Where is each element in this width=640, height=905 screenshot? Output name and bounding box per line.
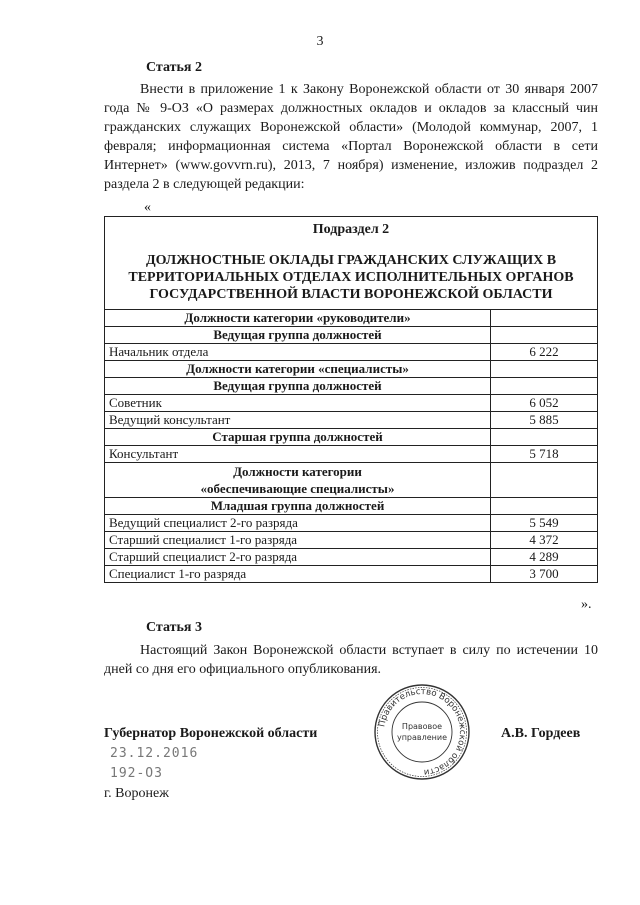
group-label: Ведущая группа должностей bbox=[105, 378, 491, 395]
table-row bbox=[105, 566, 598, 583]
position-name: Начальник отдела bbox=[105, 344, 491, 361]
category-label-line2: «обеспечивающие специалисты» bbox=[200, 481, 395, 496]
table-row bbox=[105, 515, 598, 532]
salary-value: 5 549 bbox=[491, 515, 598, 532]
salary-table bbox=[104, 216, 598, 583]
category-label: Должности категории «специалисты» bbox=[105, 361, 491, 378]
city: г. Воронеж bbox=[104, 786, 169, 801]
group-row bbox=[105, 498, 598, 515]
position-name: Советник bbox=[105, 395, 491, 412]
salary-value: 4 289 bbox=[491, 549, 598, 566]
table-row bbox=[105, 344, 598, 361]
salary-value: 5 885 bbox=[491, 412, 598, 429]
svg-text:Правительство Воронежской обла bbox=[377, 687, 467, 777]
group-row bbox=[105, 378, 598, 395]
position-name: Ведущий специалист 2-го разряда bbox=[105, 515, 491, 532]
seal-ring-text: Правительство Воронежской области bbox=[377, 686, 468, 778]
position-name: Специалист 1-го разряда bbox=[105, 566, 491, 583]
group-label: Ведущая группа должностей bbox=[105, 327, 491, 344]
position-name: Консультант bbox=[105, 446, 491, 463]
table-row bbox=[105, 532, 598, 549]
salary-value: 6 052 bbox=[491, 395, 598, 412]
position-name: Старший специалист 2-го разряда bbox=[105, 549, 491, 566]
group-label: Младшая группа должностей bbox=[105, 498, 491, 515]
position-name: Ведущий консультант bbox=[105, 412, 491, 429]
salary-value: 3 700 bbox=[491, 566, 598, 583]
page-number: 3 bbox=[316, 34, 324, 49]
governor-name: А.В. Гордеев bbox=[501, 726, 581, 741]
group-row bbox=[105, 327, 598, 344]
category-label bbox=[105, 463, 491, 498]
category-row bbox=[105, 310, 598, 327]
table-row bbox=[105, 446, 598, 463]
table-title: ДОЛЖНОСТНЫЕ ОКЛАДЫ ГРАЖДАНСКИХ СЛУЖАЩИХ В ТЕРРИТОРИАЛЬНЫХ ОТДЕЛАХ ИСПОЛНИТЕЛЬНЫХ ОРГАНОВ ГОСУДАРСТВЕННОЙ ВЛАСТИ ВОРОНЕЖСКОЙ ОБЛАСТИ bbox=[128, 253, 574, 302]
group-row bbox=[105, 429, 598, 446]
category-row bbox=[105, 361, 598, 378]
subsection-label: Подраздел 2 bbox=[312, 222, 390, 237]
table-row bbox=[105, 395, 598, 412]
category-row bbox=[105, 463, 598, 498]
article-3-text: Настоящий Закон Воронежской области вступает в силу по истечении 10 дней со дня его официального опубликования. bbox=[104, 643, 598, 677]
salary-value: 4 372 bbox=[491, 532, 598, 549]
seal-center-line2: управление bbox=[396, 733, 448, 742]
article-3-heading: Статья 3 bbox=[146, 620, 202, 635]
salary-value: 6 222 bbox=[491, 344, 598, 361]
article-2-heading: Статья 2 bbox=[146, 60, 202, 75]
category-label: Должности категории «руководители» bbox=[105, 310, 491, 327]
law-date: 23.12.2016 bbox=[110, 746, 199, 761]
quote-close: ». bbox=[581, 597, 592, 612]
category-label-line1: Должности категории bbox=[233, 464, 362, 479]
salary-value: 5 718 bbox=[491, 446, 598, 463]
table-row bbox=[105, 549, 598, 566]
seal-center-line1: Правовое bbox=[401, 722, 443, 731]
table-row bbox=[105, 412, 598, 429]
law-number: 192-ОЗ bbox=[110, 766, 163, 781]
position-name: Старший специалист 1-го разряда bbox=[105, 532, 491, 549]
table-title-cell bbox=[105, 217, 598, 310]
group-label: Старшая группа должностей bbox=[105, 429, 491, 446]
governor-position: Губернатор Воронежской области bbox=[104, 726, 318, 741]
legal-department-seal-icon bbox=[372, 682, 472, 782]
article-2-text: Внести в приложение 1 к Закону Воронежской области от 30 января 2007 года № 9-ОЗ «О размерах должностных окладов и окладов за классный чин гражданских служащих Воронежской области» (Молодой коммунар, 2007, 1 февраля; информационная система «Портал Воронежской области в сети Интернет» (www.govvrn.ru), 2013, 7 ноября) изменение, изложив подраздел 2 раздела 2 в следующей редакции: bbox=[104, 82, 598, 192]
quote-open: « bbox=[144, 200, 151, 215]
